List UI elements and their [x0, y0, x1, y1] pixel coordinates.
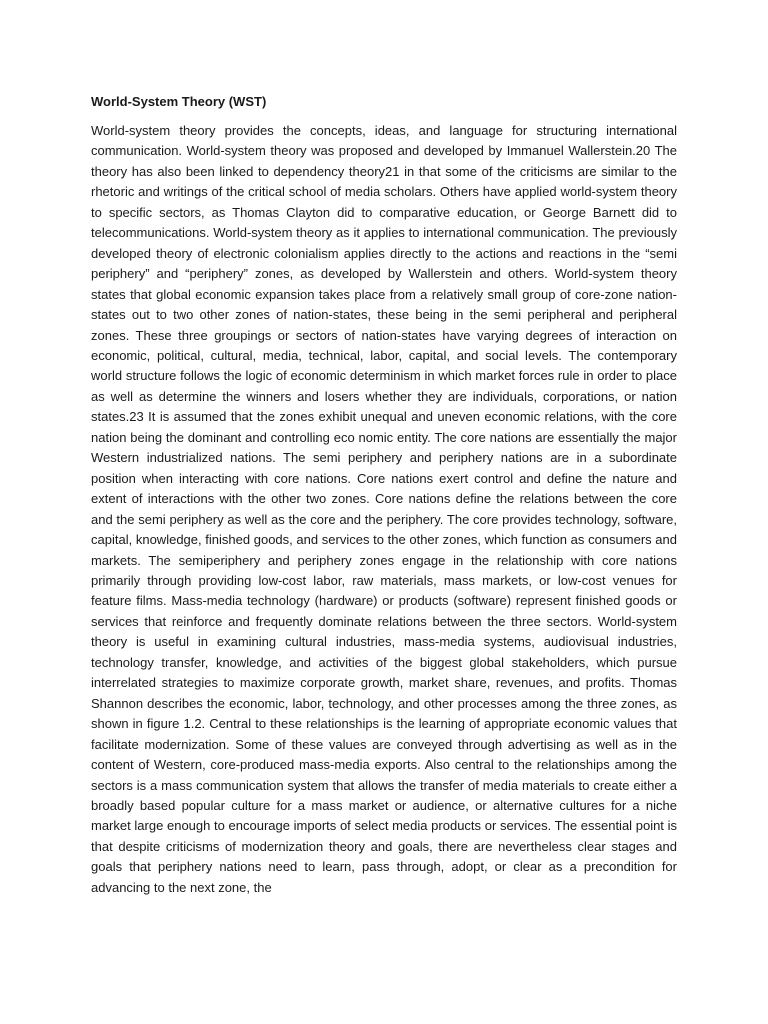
document-content [91, 92, 677, 898]
section-title: World-System Theory (WST) [91, 94, 267, 109]
body-paragraph: World-system theory provides the concepts, ideas, and language for structuring international communication. World-system theory was proposed and developed by Immanuel Wallerstein.20 The theory has also been linked to dependency theory21 in that some of the criticisms are similar to the rhetoric and writings of the critical school of media scholars. Others have applied world-system theory to specific sectors, as Thomas Clayton did to comparative education, or George Barnett did to telecommunications. World-system theory as it applies to international communication. The previously developed theory of electronic colonialism applies directly to the actions and reactions in the “semi periphery” and “periphery” zones, as developed by Wallerstein and others. World-system theory states that global economic expansion takes place from a relatively small group of core-zone nation-states out to two other zones of nation-states, these being in the semi peripheral and peripheral zones. These three groupings or sectors of nation-states have varying degrees of interaction on economic, political, cultural, media, technical, labor, capital, and social levels. The contemporary world structure follows the logic of economic determinism in which market forces rule in order to place as well as determine the winners and losers whether they are individuals, corporations, or nation states.23 It is assumed that the zones exhibit unequal and uneven economic relations, with the core nation being the dominant and controlling eco nomic entity. The core nations are essentially the major Western industrialized nations. The semi periphery and periphery nations are in a subordinate position when interacting with core nations. Core nations exert control and define the nature and extent of interactions with the other two zones. Core nations define the relations between the core and the semi periphery as well as the core and the periphery. The core provides technology, software, capital, knowledge, finished goods, and services to the other zones, which function as consumers and markets. The semiperiphery and periphery zones engage in the relationship with core nations primarily through providing low-cost labor, raw materials, mass markets, or low-cost venues for feature films. Mass-media technology (hardware) or products (software) represent finished goods or services that reinforce and frequently dominate relations between the three sectors. World-system theory is useful in examining cultural industries, mass-media systems, audiovisual industries, technology transfer, knowledge, and activities of the biggest global stakeholders, which pursue interrelated strategies to maximize corporate growth, market share, revenues, and profits. Thomas Shannon describes the economic, labor, technology, and other processes among the three zones, as shown in figure 1.2. Central to these relationships is the learning of appropriate economic values that facilitate modernization. Some of these values are conveyed through advertising as well as in the content of Western, core-produced mass-media exports. Also central to the relationships among the sectors is a mass communication system that allows the transfer of media materials to create either a broadly based popular culture for a mass market or audience, or alternative cultures for a niche market large enough to encourage imports of select media products or services. The essential point is that despite criticisms of modernization theory and goals, there are nevertheless clear stages and goals that periphery nations need to learn, pass through, adopt, or clear as a precondition for advancing to the next zone, the [91, 123, 677, 895]
